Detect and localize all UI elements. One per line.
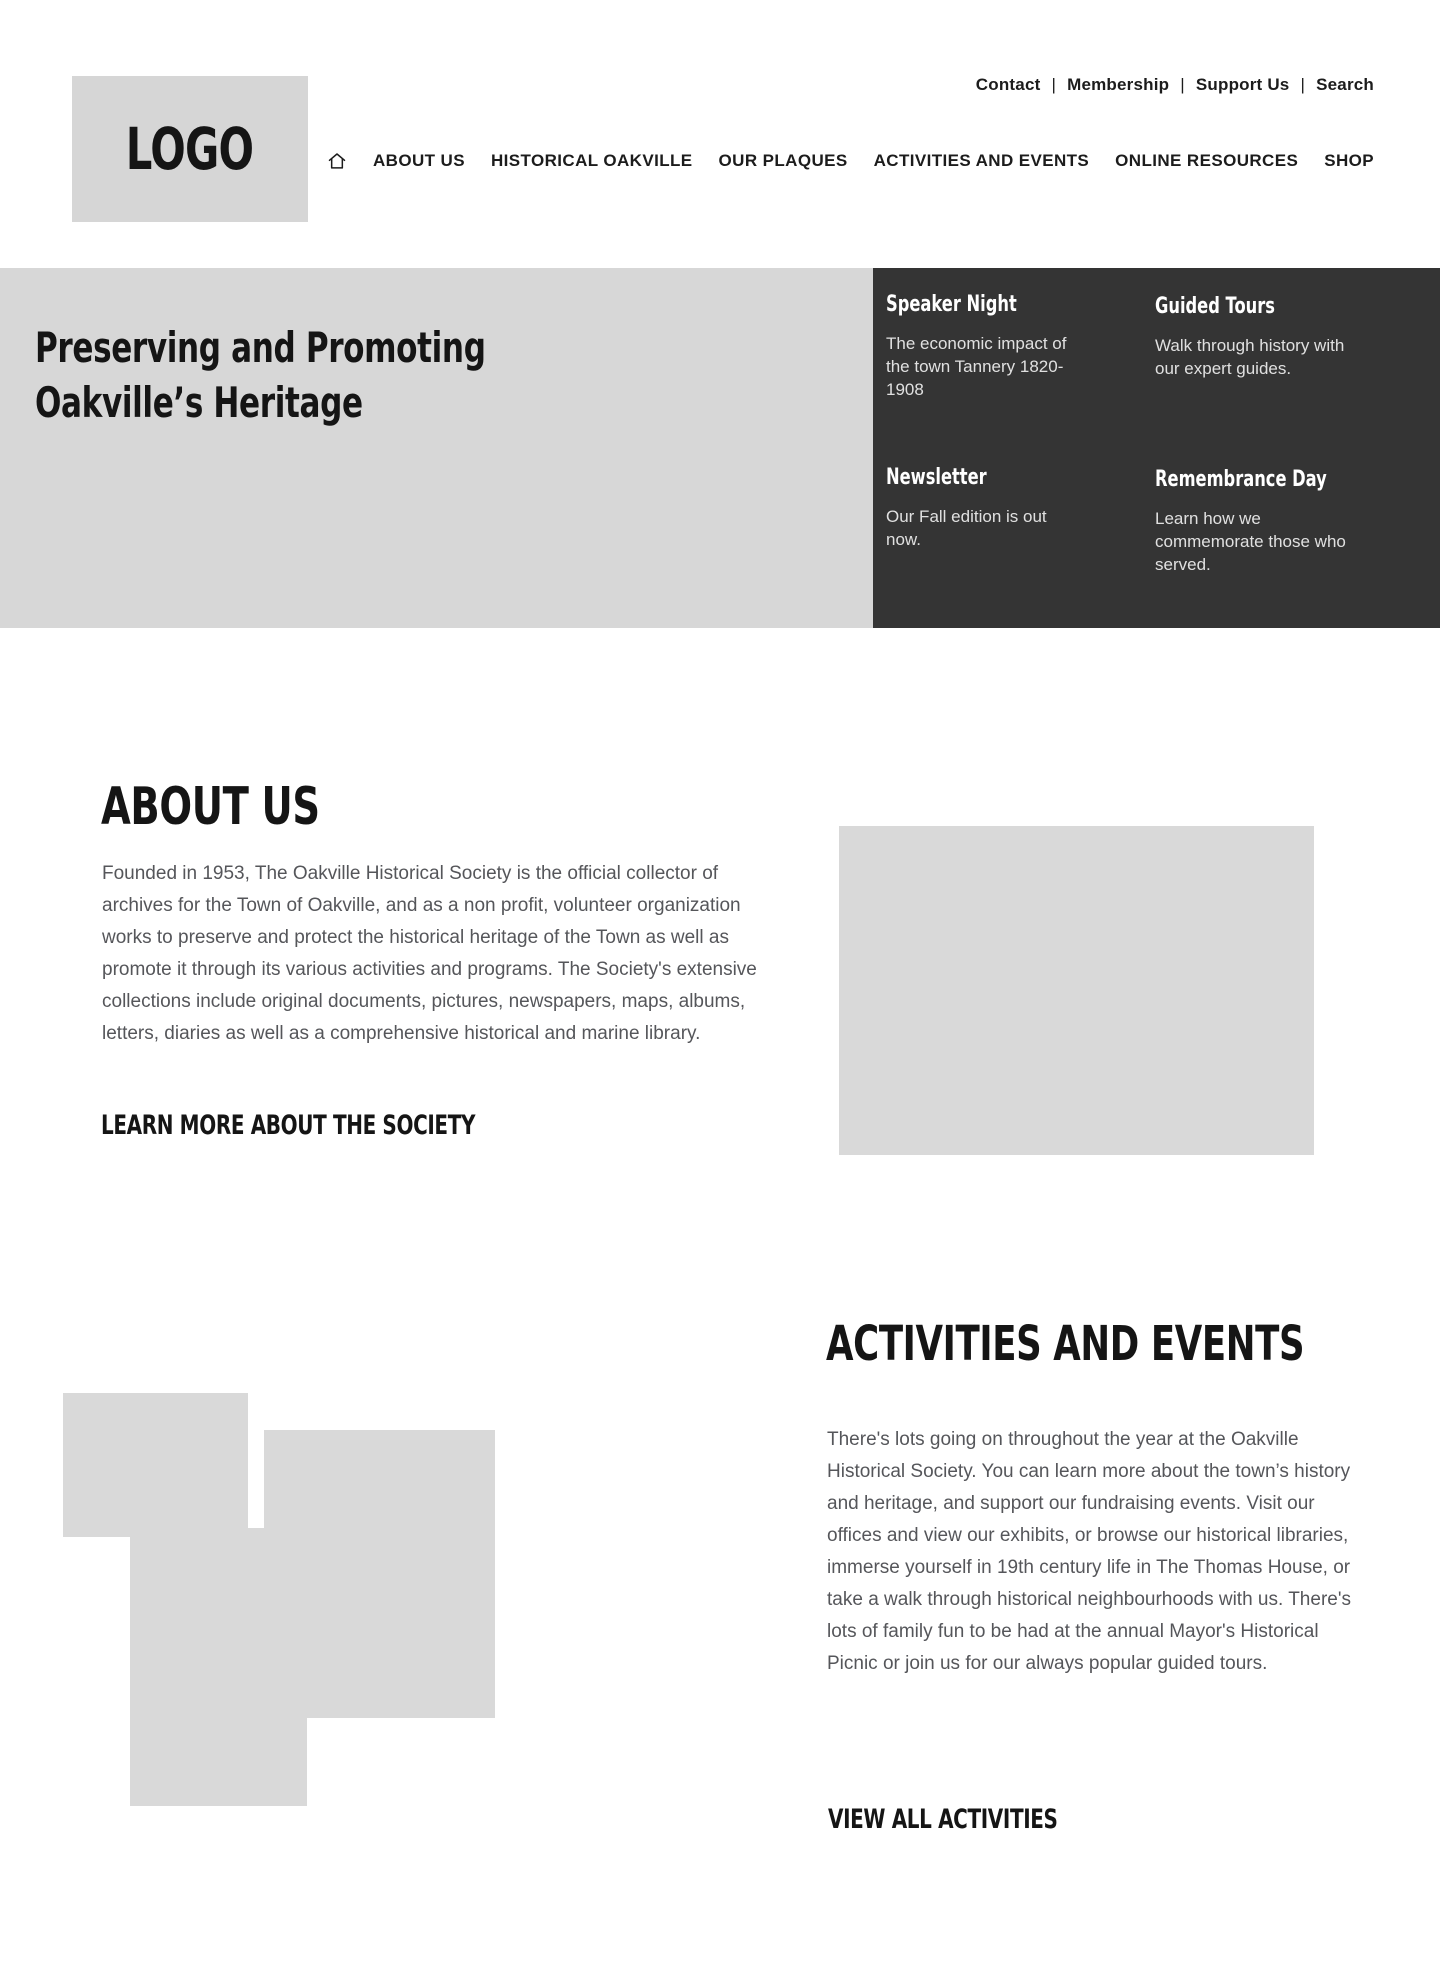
hero-banner [0,268,873,628]
nav-item-shop[interactable]: SHOP [1324,151,1374,170]
utility-link-contact[interactable]: Contact [975,75,1041,94]
divider: | [1051,75,1057,94]
event-card-title: Guided Tours [1155,294,1275,319]
hero-heading-line1: Preserving and Promoting [35,323,486,372]
view-all-activities-link[interactable]: VIEW ALL ACTIVITIES [828,1804,1058,1835]
activities-heading: ACTIVITIES AND EVENTS [826,1316,1305,1372]
nav-item-about-us[interactable]: ABOUT US [372,151,465,170]
event-card-newsletter[interactable] [886,464,1086,551]
utility-link-membership[interactable]: Membership [1067,75,1170,94]
event-card-title: Remembrance Day [1155,467,1327,492]
logo-text: LOGO [126,115,254,183]
hero-section [0,268,1440,628]
activities-image-placeholder [130,1528,307,1806]
about-heading: ABOUT US [101,777,320,837]
about-image-placeholder [839,826,1314,1155]
event-card-title: Newsletter [886,465,987,490]
divider: | [1300,75,1306,94]
activities-image-placeholder [63,1393,248,1537]
event-card-body: The economic impact of the town Tannery 1820-1908 [886,334,1067,399]
main-nav [327,151,1374,171]
event-card-remembrance-day[interactable] [1155,466,1350,576]
nav-item-activities-and-events[interactable]: ACTIVITIES AND EVENTS [873,151,1090,170]
utility-link-support-us[interactable]: Support Us [1195,75,1290,94]
logo[interactable] [72,76,308,222]
learn-more-link[interactable]: LEARN MORE ABOUT THE SOCIETY [101,1110,476,1141]
utility-link-search[interactable]: Search [1316,75,1374,94]
nav-item-historical-oakville[interactable]: HISTORICAL OAKVILLE [490,151,693,170]
event-card-body: Walk through history with our expert guides. [1155,336,1345,378]
divider: | [1180,75,1185,94]
event-card-body: Learn how we commemorate those who served. [1155,509,1346,574]
activities-body-text: There's lots going on throughout the year at the Oakville Historical Society. You can learn more about the town’s history and heritage, and support our fundraising events. Visit our offices and view our exhibits, or browse our historical libraries, immerse yourself in 19th century life in The Thomas House, or take a walk through historical neighbourhoods with us. There's lots of family fun to be had at the annual Mayor's Historical Picnic or join us for our always popular guided tours. [827,1429,1351,1674]
nav-item-online-resources[interactable]: ONLINE RESOURCES [1115,151,1299,170]
hero-heading [35,320,486,430]
event-card-speaker-night[interactable] [886,291,1086,401]
nav-item-our-plaques[interactable]: OUR PLAQUES [718,151,848,170]
utility-nav [976,75,1374,95]
about-body-text: Founded in 1953, The Oakville Historical Society is the official collector of archives for the Town of Oakville, and as a non profit, volunteer organization works to preserve and protect the historical heritage of the Town as well as promote it through its various activities and programs. The Society's extensive collections include original documents, pictures, newspapers, maps, albums, letters, diaries as well as a comprehensive historical and marine library. [102,863,757,1044]
home-icon[interactable] [327,151,347,171]
event-card-body: Our Fall edition is out now. [886,507,1047,549]
event-card-guided-tours[interactable] [1155,293,1350,380]
hero-heading-line2: Oakville’s Heritage [35,378,363,427]
event-card-title: Speaker Night [886,292,1017,317]
events-panel [873,268,1440,628]
